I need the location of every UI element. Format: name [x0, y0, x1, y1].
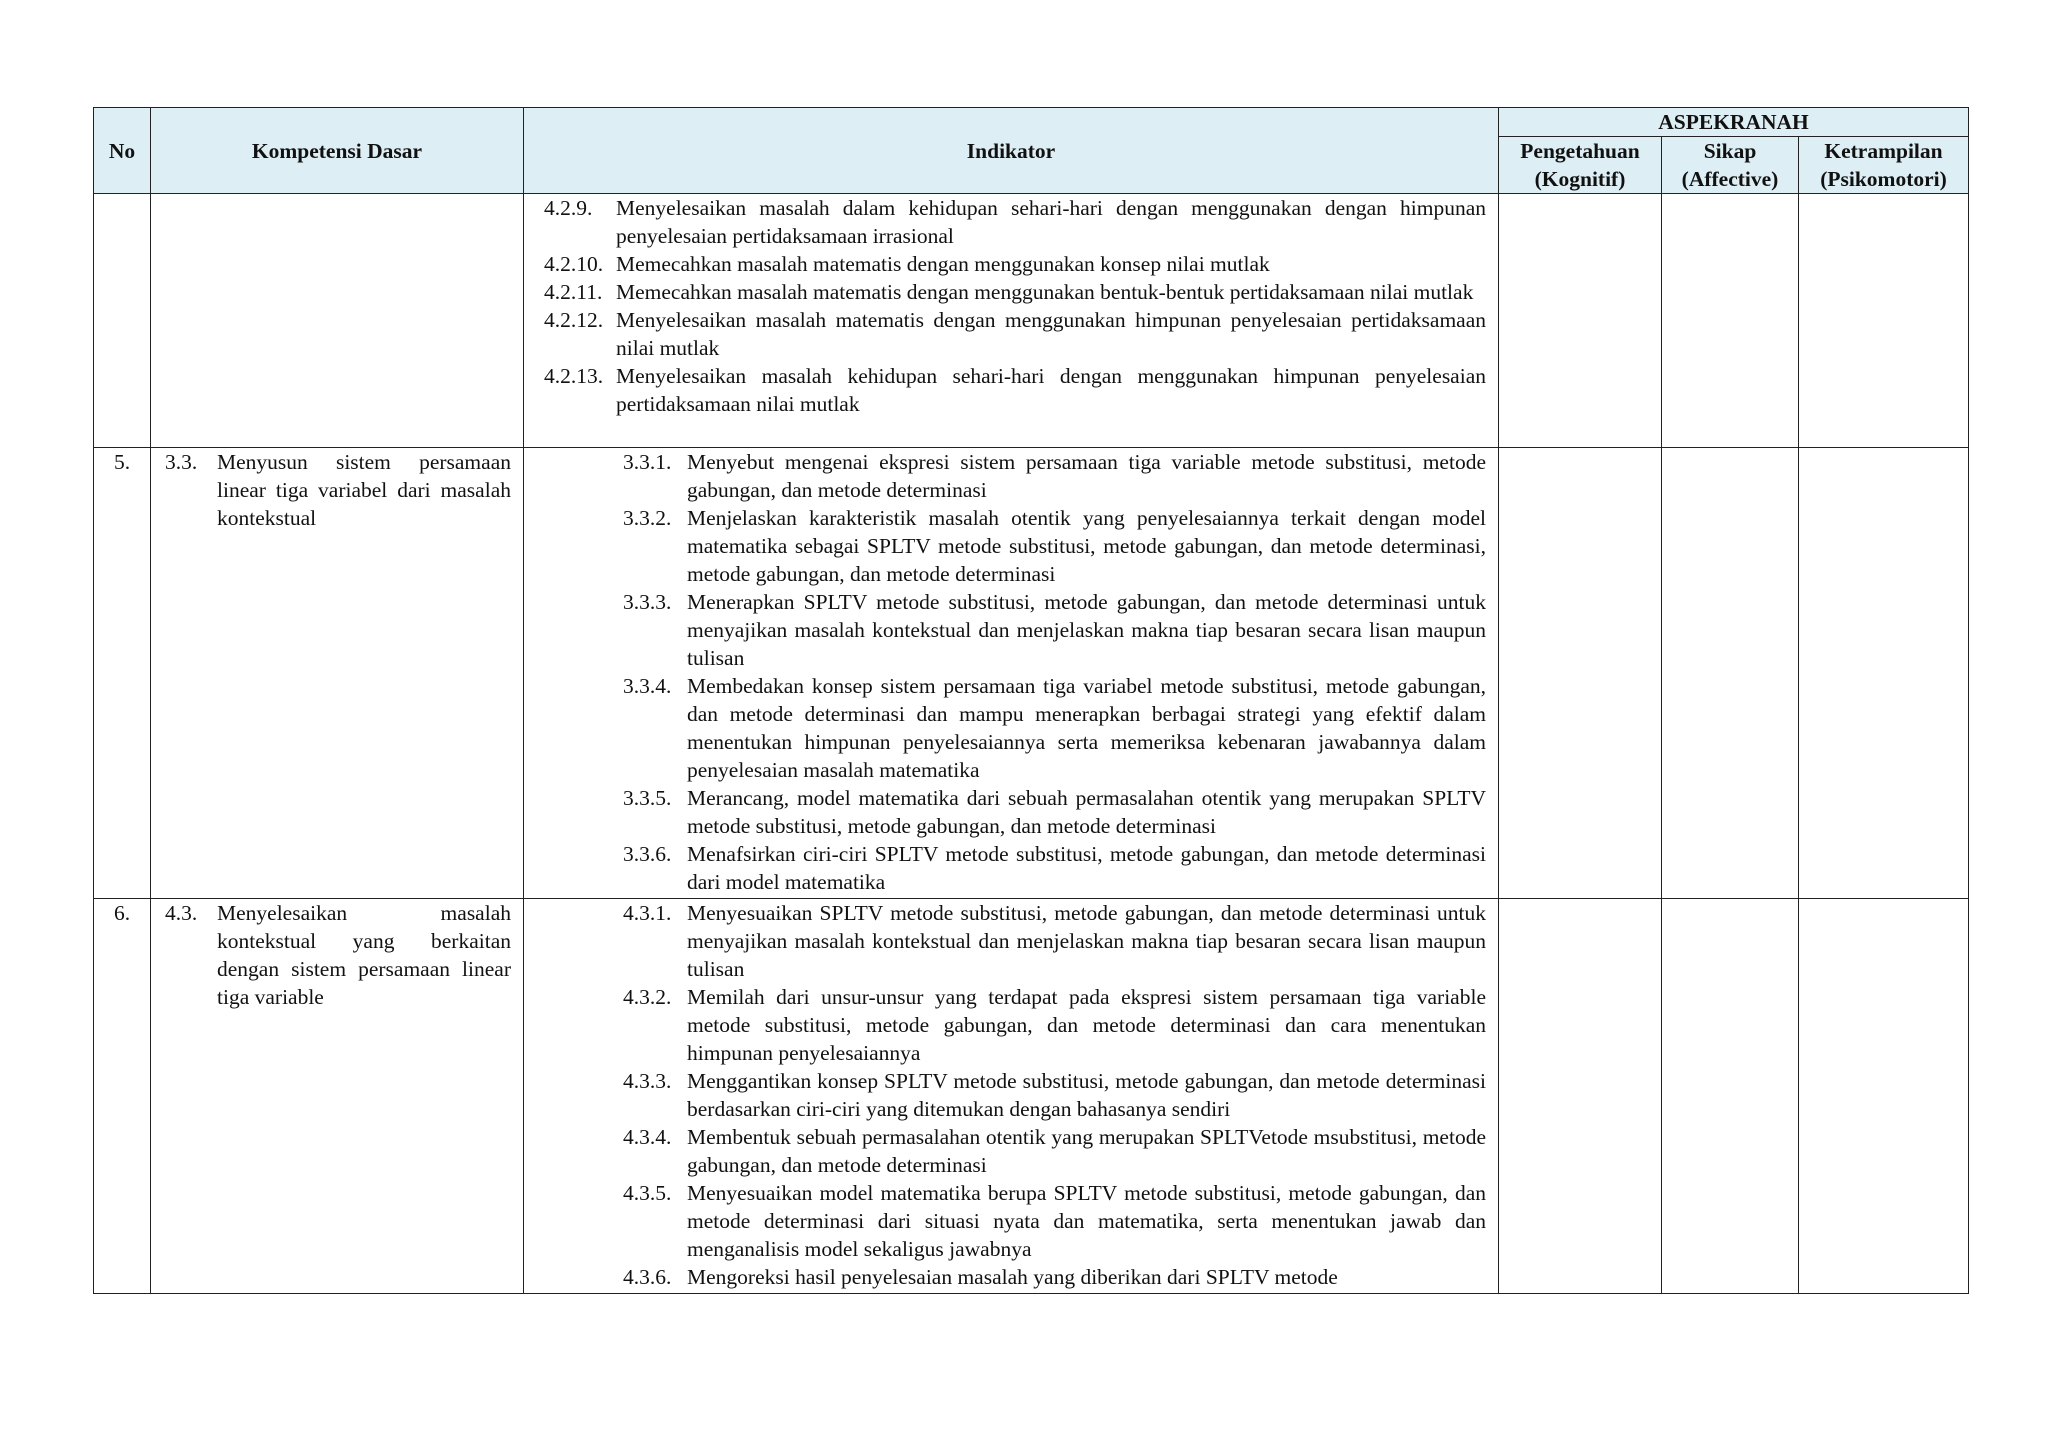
indicator-text: Menyesuaikan SPLTV metode substitusi, metode gabungan, dan metode determinasi untuk menyajikan masalah kontekstual dan menjelaskan makna tiap besaran secara lisan maupun tulisan	[687, 901, 1486, 981]
kompetensi-cell	[151, 194, 524, 448]
header-kompetensi-dasar: Kompetensi Dasar	[151, 108, 524, 194]
header-pengetahuan	[1499, 137, 1662, 194]
indicator-item	[623, 1179, 1486, 1263]
indicator-text: Menyesuaikan model matematika berupa SPLTV metode substitusi, metode gabungan, dan metode determinasi dari situasi nyata dan matematika, serta menentukan jawab dan menganalisis model sekaligus jawabnya	[687, 1181, 1486, 1261]
pengetahuan-cell	[1499, 448, 1662, 899]
pengetahuan-cell	[1499, 194, 1662, 448]
indicator-item	[544, 250, 1486, 278]
indikator-cell	[524, 899, 1499, 1294]
indicator-code: 4.3.2.	[623, 985, 672, 1009]
kd-code: 4.3.	[165, 901, 198, 925]
indicator-text: Menafsirkan ciri-ciri SPLTV metode substitusi, metode gabungan, dan metode determinasi dari model matematika	[687, 842, 1486, 894]
indicator-item	[623, 504, 1486, 588]
header-sikap-line1: Sikap	[1703, 139, 1757, 163]
header-sikap-line2: (Affective)	[1681, 167, 1779, 191]
kompetensi-cell	[151, 448, 524, 899]
indicator-code: 4.2.10.	[544, 252, 604, 276]
header-ketrampilan-line1: Ketrampilan	[1824, 139, 1943, 163]
indicator-code: 3.3.4.	[623, 674, 672, 698]
indicator-code: 3.3.2.	[623, 506, 672, 530]
indicator-item	[623, 672, 1486, 784]
table-row	[94, 194, 1969, 448]
indicator-item	[544, 362, 1486, 418]
ketrampilan-cell	[1799, 194, 1969, 448]
indicator-code: 4.2.11.	[544, 280, 603, 304]
indicator-code: 3.3.3.	[623, 590, 672, 614]
kompetensi-cell	[151, 899, 524, 1294]
header-pengetahuan-line1: Pengetahuan	[1520, 139, 1640, 163]
indicator-code: 4.2.12.	[544, 308, 604, 332]
table-row	[94, 899, 1969, 1294]
indicator-text: Memilah dari unsur-unsur yang terdapat pada ekspresi sistem persamaan tiga variable metode substitusi, metode gabungan, dan metode determinasi dan cara menentukan himpunan penyelesaiannya	[687, 985, 1486, 1065]
indicator-item	[544, 194, 1486, 250]
indicator-text: Menyebut mengenai ekspresi sistem persamaan tiga variable metode substitusi, metode gabungan, dan metode determinasi	[687, 450, 1486, 502]
indicator-code: 4.3.3.	[623, 1069, 672, 1093]
header-indikator: Indikator	[524, 108, 1499, 194]
indicator-code: 4.3.1.	[623, 901, 672, 925]
indicator-text: Menerapkan SPLTV metode substitusi, metode gabungan, dan metode determinasi untuk menyajikan masalah kontekstual dan menjelaskan makna tiap besaran secara lisan maupun tulisan	[687, 590, 1486, 670]
indicator-code: 4.3.5.	[623, 1181, 672, 1205]
indicator-item	[623, 1263, 1486, 1291]
competency-table	[93, 107, 1969, 1294]
row-number: 5.	[94, 448, 151, 899]
indicator-text: Menjelaskan karakteristik masalah otentik yang penyelesaiannya terkait dengan model matematika sebagai SPLTV metode substitusi, metode gabungan, dan metode determinasi, metode gabungan, dan metode determinasi	[687, 506, 1486, 586]
indicator-code: 3.3.6.	[623, 842, 672, 866]
indicator-text: Menyelesaikan masalah dalam kehidupan sehari-hari dengan menggunakan dengan himpunan penyelesaian pertidaksamaan irrasional	[616, 196, 1486, 248]
table-body	[94, 194, 1969, 1294]
indicator-code: 3.3.5.	[623, 786, 672, 810]
indicator-text: Menyelesaikan masalah kehidupan sehari-hari dengan menggunakan himpunan penyelesaian pertidaksamaan nilai mutlak	[616, 364, 1486, 416]
indikator-cell	[524, 448, 1499, 899]
indicator-list	[524, 899, 1498, 1291]
indicator-item	[623, 899, 1486, 983]
indicator-text: Menyelesaikan masalah matematis dengan menggunakan himpunan penyelesaian pertidaksamaan nilai mutlak	[616, 308, 1486, 360]
indicator-list	[524, 448, 1498, 896]
indicator-item	[623, 1123, 1486, 1179]
indicator-item	[623, 588, 1486, 672]
indicator-text: Mengoreksi hasil penyelesaian masalah yang diberikan dari SPLTV metode	[687, 1265, 1338, 1289]
row-number	[94, 194, 151, 448]
header-ketrampilan-line2: (Psikomotori)	[1820, 167, 1947, 191]
header-sikap	[1662, 137, 1799, 194]
header-no: No	[94, 108, 151, 194]
table-header	[94, 108, 1969, 194]
indicator-code: 4.2.13.	[544, 364, 604, 388]
indicator-text: Merancang, model matematika dari sebuah permasalahan otentik yang merupakan SPLTV metode substitusi, metode gabungan, dan metode determinasi	[687, 786, 1486, 838]
kd-code: 3.3.	[165, 450, 198, 474]
header-ketrampilan	[1799, 137, 1969, 194]
indicator-code: 4.3.4.	[623, 1125, 672, 1149]
indicator-code: 3.3.1.	[623, 450, 672, 474]
indicator-item	[623, 1067, 1486, 1123]
indicator-list	[524, 194, 1498, 418]
indicator-text: Menggantikan konsep SPLTV metode substitusi, metode gabungan, dan metode determinasi berdasarkan ciri-ciri yang ditemukan dengan bahasanya sendiri	[687, 1069, 1486, 1121]
pengetahuan-cell	[1499, 899, 1662, 1294]
indicator-item	[623, 840, 1486, 896]
header-pengetahuan-line2: (Kognitif)	[1534, 167, 1626, 191]
sikap-cell	[1662, 448, 1799, 899]
indicator-item	[623, 448, 1486, 504]
indicator-code: 4.2.9.	[544, 196, 593, 220]
ketrampilan-cell	[1799, 899, 1969, 1294]
indicator-item	[544, 278, 1486, 306]
kd-text: Menyusun sistem persamaan linear tiga variabel dari masalah kontekstual	[217, 450, 511, 530]
indicator-code: 4.3.6.	[623, 1265, 672, 1289]
table-row	[94, 448, 1969, 899]
sikap-cell	[1662, 899, 1799, 1294]
indicator-item	[544, 306, 1486, 362]
indicator-item	[623, 784, 1486, 840]
indicator-text: Memecahkan masalah matematis dengan menggunakan bentuk-bentuk pertidaksamaan nilai mutlak	[616, 280, 1474, 304]
header-aspek-ranah: ASPEKRANAH	[1499, 108, 1969, 137]
row-number: 6.	[94, 899, 151, 1294]
indicator-item	[623, 983, 1486, 1067]
sikap-cell	[1662, 194, 1799, 448]
indikator-cell	[524, 194, 1499, 448]
indicator-text: Memecahkan masalah matematis dengan menggunakan konsep nilai mutlak	[616, 252, 1270, 276]
indicator-text: Membedakan konsep sistem persamaan tiga variabel metode substitusi, metode gabungan, dan metode determinasi dan mampu menerapkan berbagai strategi yang efektif dalam menentukan himpunan penyelesaiannya serta memeriksa kebenaran jawabannya dalam penyelesaian masalah matematika	[687, 674, 1486, 782]
indicator-text: Membentuk sebuah permasalahan otentik yang merupakan SPLTVetode msubstitusi, metode gabungan, dan metode determinasi	[687, 1125, 1486, 1177]
kd-text: Menyelesaikan masalah kontekstual yang berkaitan dengan sistem persamaan linear tiga variable	[217, 901, 511, 1009]
ketrampilan-cell	[1799, 448, 1969, 899]
